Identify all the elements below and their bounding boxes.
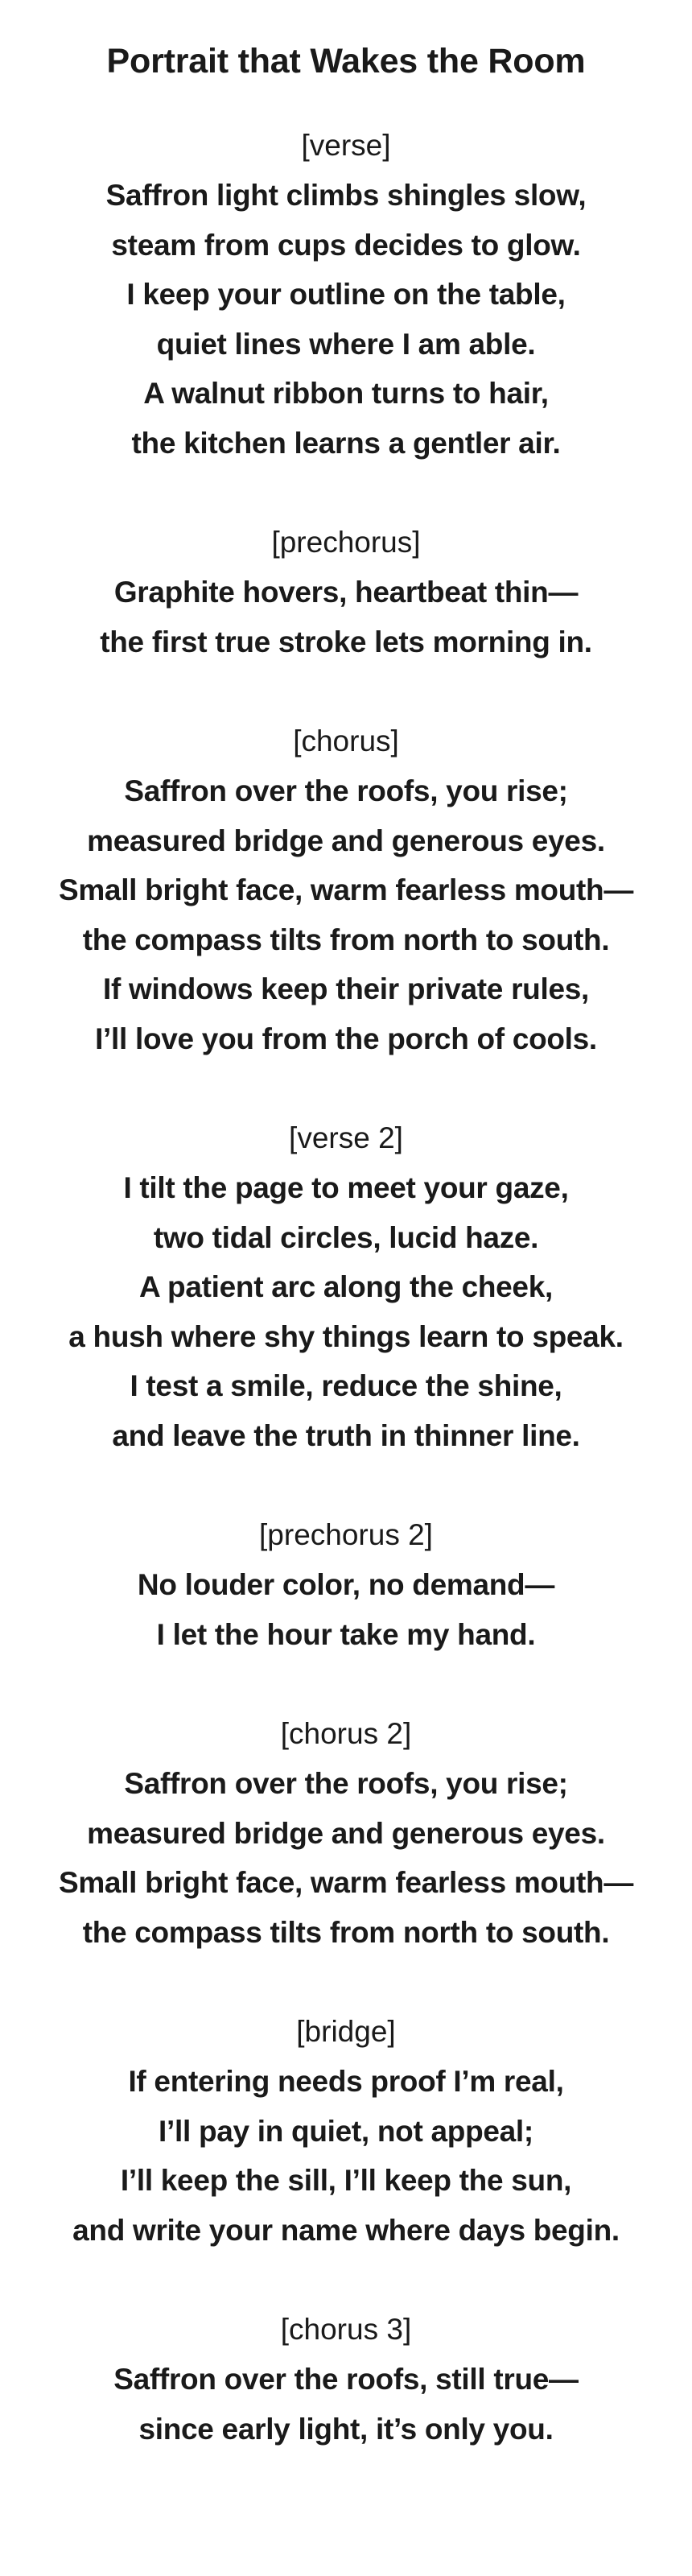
section-bridge: [0, 2007, 692, 2255]
lyric-line: two tidal circles, lucid haze.: [153, 1220, 539, 1254]
section-label: [verse 2]: [289, 1121, 403, 1154]
lyric-line: and leave the truth in thinner line.: [112, 1418, 580, 1452]
lyric-line: I tilt the page to meet your gaze,: [123, 1171, 569, 1204]
section-prechorus-2: [0, 1510, 692, 1659]
section-chorus-2: [0, 1709, 692, 1957]
lyric-line: measured bridge and generous eyes.: [87, 1816, 605, 1850]
lyric-line: the kitchen learns a gentler air.: [131, 426, 561, 460]
page-title: Portrait that Wakes the Room: [106, 42, 586, 80]
section-label: [chorus 3]: [280, 2313, 412, 2346]
section-chorus-3: [0, 2305, 692, 2454]
lyric-line: a hush where shy things learn to speak.: [68, 1319, 624, 1353]
lyric-line: I’ll love you from the porch of cools.: [95, 1022, 597, 1055]
lyric-line: No louder color, no demand—: [137, 1568, 555, 1601]
section-label: [chorus]: [293, 724, 399, 758]
lyric-line: Graphite hovers, heartbeat thin—: [113, 576, 579, 609]
lyric-line: Saffron light climbs shingles slow,: [105, 179, 587, 212]
section-label: [prechorus 2]: [259, 1518, 433, 1551]
lyric-line: steam from cups decides to glow.: [111, 228, 581, 262]
section-label: [verse]: [301, 129, 391, 162]
lyric-line: quiet lines where I am able.: [156, 327, 536, 361]
lyric-line: Small bright face, warm fearless mouth—: [58, 873, 634, 906]
lyric-line: the first true stroke lets morning in.: [100, 625, 592, 658]
lyric-line: I test a smile, reduce the shine,: [130, 1369, 562, 1402]
lyric-line: Saffron over the roofs, you rise;: [124, 774, 568, 807]
section-label: [chorus 2]: [280, 1717, 412, 1750]
section-label: [bridge]: [296, 2015, 396, 2048]
lyric-line: and write your name where days begin.: [72, 2213, 620, 2247]
lyric-line: A patient arc along the cheek,: [139, 1270, 553, 1303]
section-verse: [0, 121, 692, 468]
lyric-line: Small bright face, warm fearless mouth—: [58, 1866, 634, 1899]
lyric-line: the compass tilts from north to south.: [82, 1915, 610, 1949]
lyric-line: Saffron over the roofs, you rise;: [124, 1767, 568, 1800]
section-label: [prechorus]: [271, 526, 421, 559]
section-chorus: [0, 716, 692, 1063]
lyric-line: I keep your outline on the table,: [126, 278, 566, 311]
lyric-line: I’ll keep the sill, I’ll keep the sun,: [120, 2164, 572, 2197]
lyric-line: Saffron over the roofs, still true—: [113, 2363, 579, 2396]
section-prechorus: [0, 518, 692, 667]
lyric-line: since early light, it’s only you.: [138, 2412, 554, 2446]
lyric-line: A walnut ribbon turns to hair,: [143, 377, 549, 410]
lyric-line: measured bridge and generous eyes.: [87, 824, 605, 857]
lyric-line: I’ll pay in quiet, not appeal;: [159, 2114, 533, 2148]
lyric-line: If windows keep their private rules,: [103, 972, 589, 1005]
section-verse-2: [0, 1113, 692, 1460]
lyric-line: If entering needs proof I’m real,: [128, 2065, 564, 2098]
lyric-line: the compass tilts from north to south.: [82, 923, 610, 956]
lyric-line: I let the hour take my hand.: [156, 1617, 536, 1651]
